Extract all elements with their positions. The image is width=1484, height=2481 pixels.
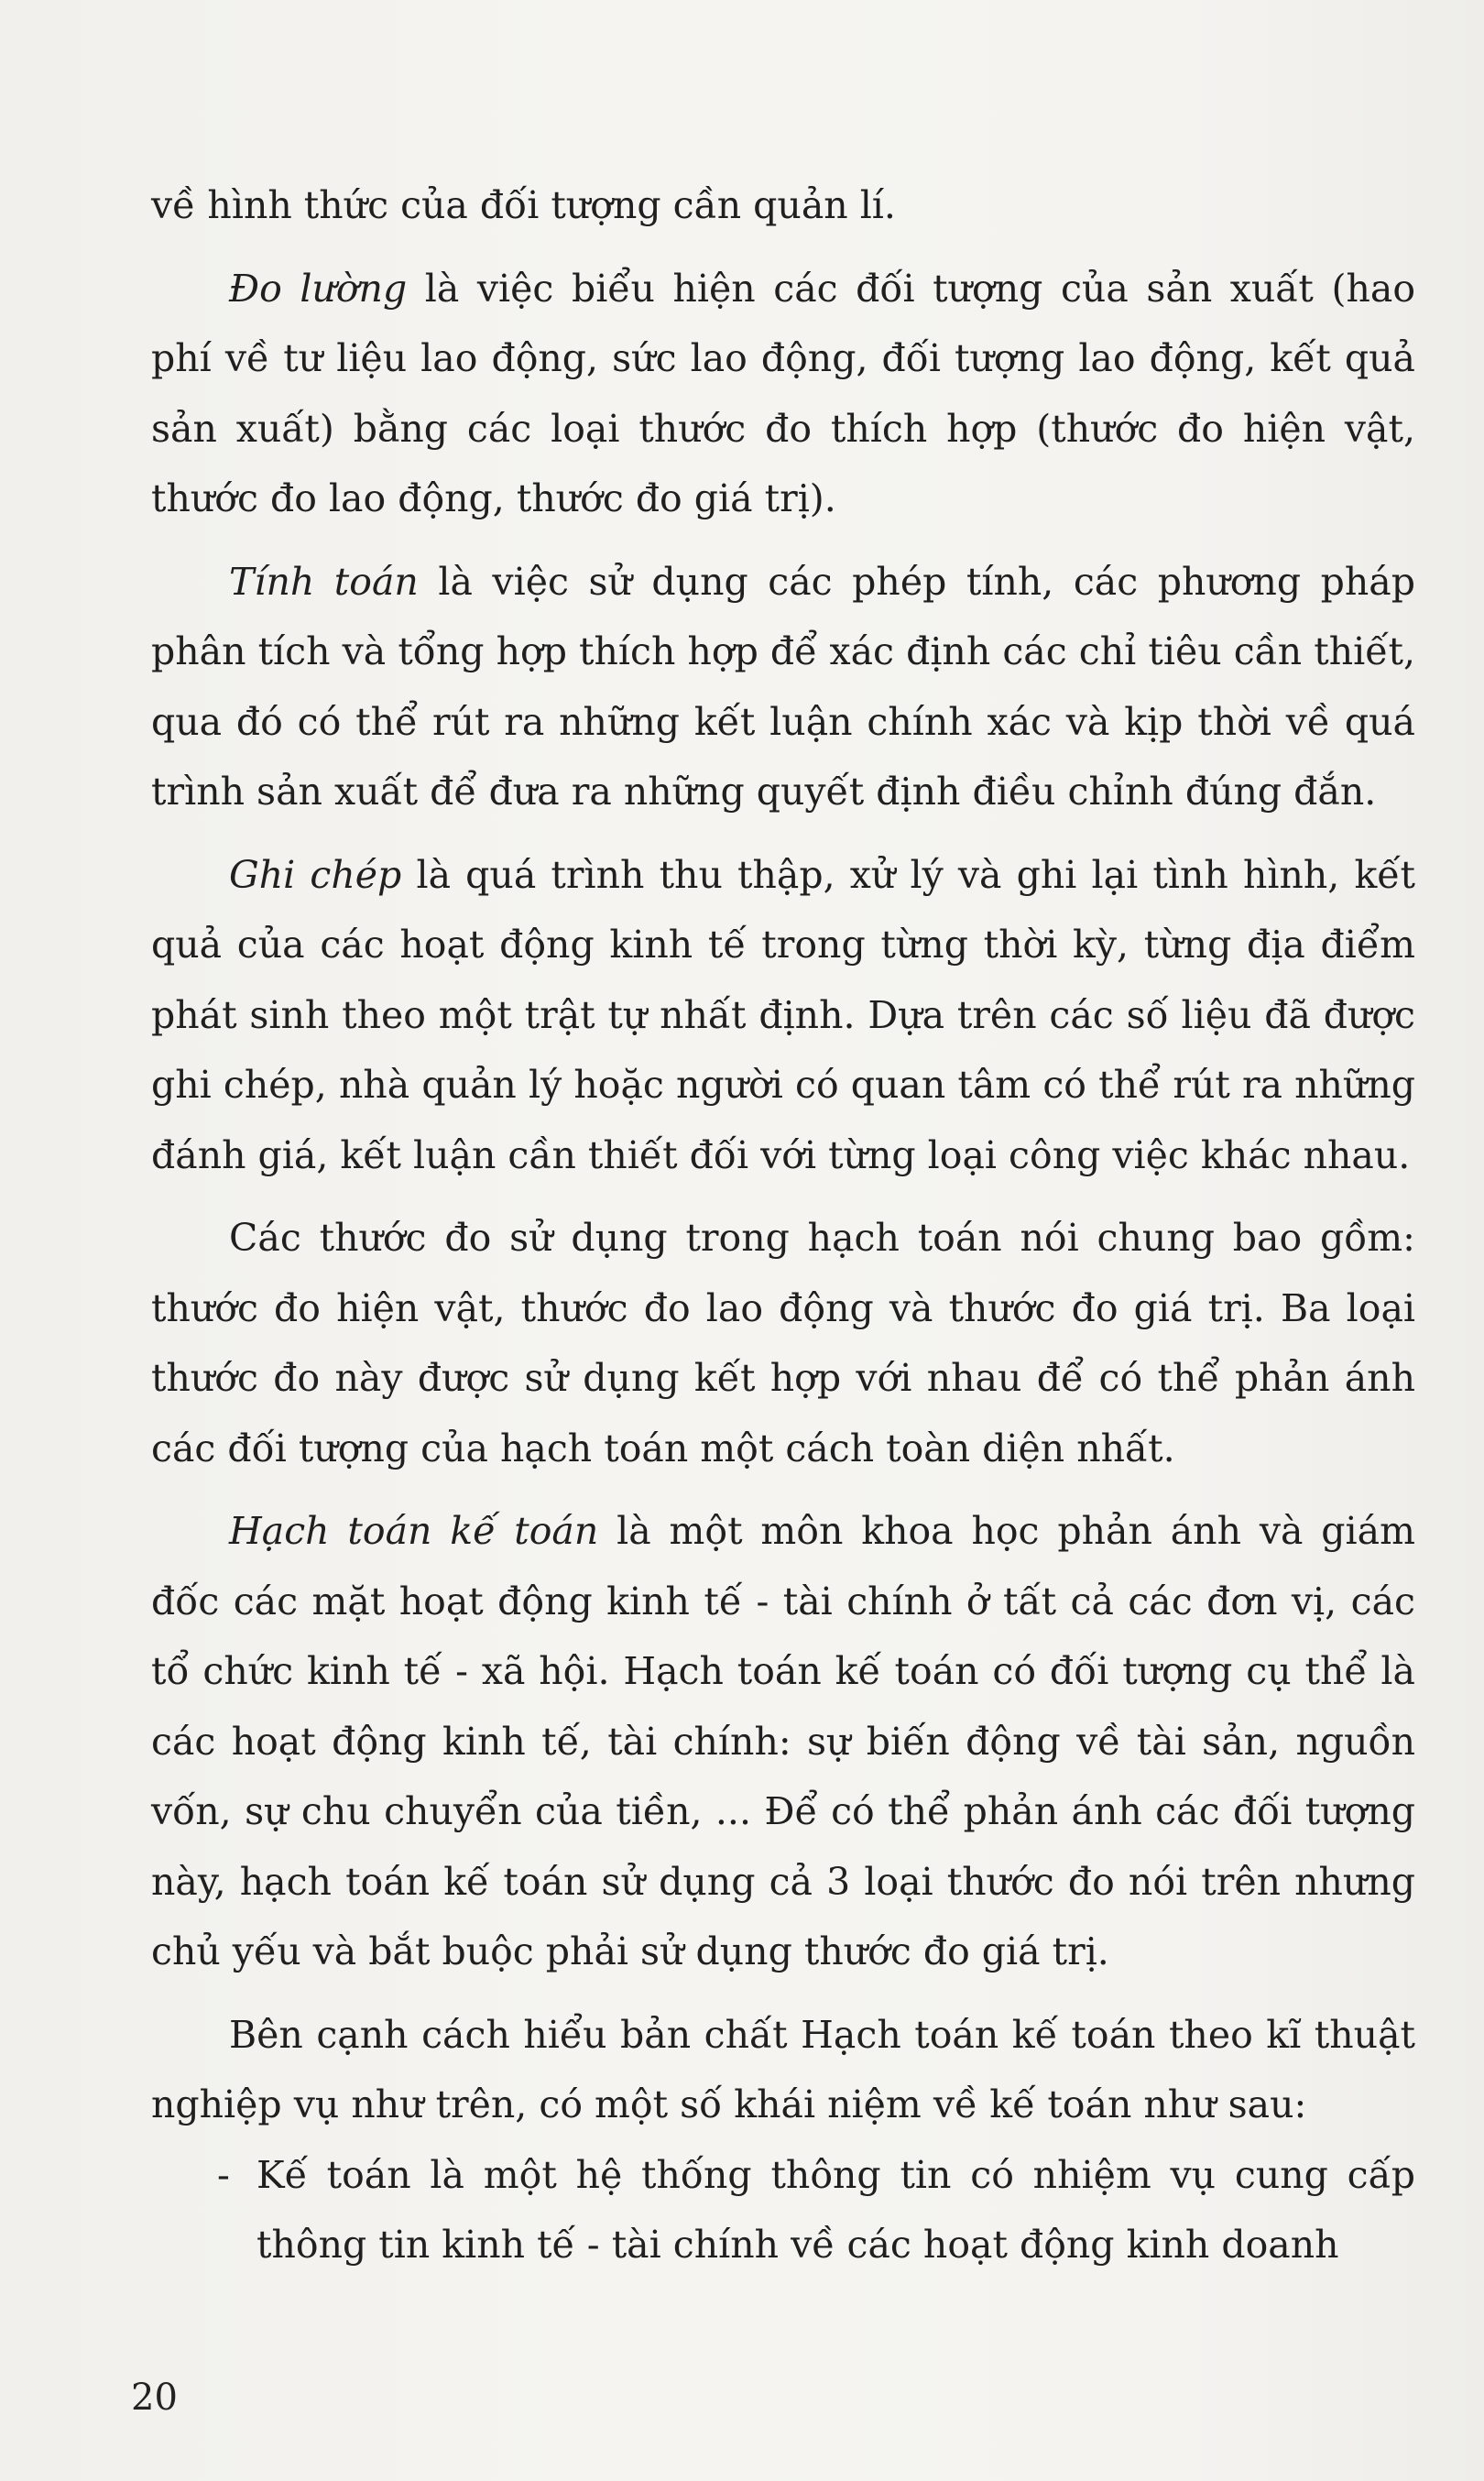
page-number: 20 [131, 2377, 178, 2419]
list-item-text: Kế toán là một hệ thống thông tin có nhiệm vụ cung cấp thông tin kinh tế - tài chính về các hoạt động kinh doanh [256, 2152, 1415, 2267]
body-text [151, 170, 1415, 2280]
list-item [151, 2140, 1415, 2280]
paragraph [151, 2000, 1415, 2140]
paragraph-term: Tính toán [229, 559, 419, 604]
paragraph [151, 1203, 1415, 1483]
paragraph-term: Đo lường [229, 266, 408, 311]
paragraph-text: Bên cạnh cách hiểu bản chất Hạch toán kế toán theo kĩ thuật nghiệp vụ như trên, có một số khái niệm về kế toán như sau: [151, 2012, 1415, 2126]
paragraph [151, 254, 1415, 534]
paragraph [151, 170, 1415, 241]
paragraph-text: là việc biểu hiện các đối tượng của sản xuất (hao phí về tư liệu lao động, sức lao động, đối tượng lao động, kết quả sản xuất) bằng các loại thước đo thích hợp (thước đo hiện vật, thước đo lao động, thước đo giá trị). [151, 266, 1416, 520]
paragraph-text: là việc sử dụng các phép tính, các phương pháp phân tích và tổng hợp thích hợp để xác định các chỉ tiêu cần thiết, qua đó có thể rút ra những kết luận chính xác và kịp thời về quá trình sản xuất để đưa ra những quyết định điều chỉnh đúng đắn. [151, 559, 1415, 814]
paragraph [151, 547, 1415, 827]
paragraph-text: Các thước đo sử dụng trong hạch toán nói chung bao gồm: thước đo hiện vật, thước đo lao động và thước đo giá trị. Ba loại thước đo này được sử dụng kết hợp với nhau để có thể phản ánh các đối tượng của hạch toán một cách toàn diện nhất. [151, 1216, 1415, 1470]
paragraph-term: Hạch toán kế toán [229, 1509, 599, 1553]
paragraph-text: là quá trình thu thập, xử lý và ghi lại tình hình, kết quả của các hoạt động kinh tế trong từng thời kỳ, từng địa điểm phát sinh theo một trật tự nhất định. Dựa trên các số liệu đã được ghi chép, nhà quản lý hoặc người có quan tâm có thể rút ra những đánh giá, kết luận cần thiết đối với từng loại công việc khác nhau. [151, 852, 1415, 1177]
paragraph [151, 840, 1415, 1191]
paragraph-text: về hình thức của đối tượng cần quản lí. [151, 183, 896, 227]
paragraph [151, 1496, 1415, 1987]
paragraph-text: là một môn khoa học phản ánh và giám đốc các mặt hoạt động kinh tế - tài chính ở tất cả các đơn vị, các tổ chức kinh tế - xã hội. Hạch toán kế toán có đối tượng cụ thể là các hoạt động kinh tế, tài chính: sự biến động về tài sản, nguồn vốn, sự chu chuyển của tiền, ... Để có thể phản ánh các đối tượng này, hạch toán kế toán sử dụng cả 3 loại thước đo nói trên nhưng chủ yếu và bắt buộc phải sử dụng thước đo giá trị. [151, 1509, 1415, 1973]
paragraph-term: Ghi chép [229, 852, 402, 897]
list-dash: - [217, 2152, 230, 2197]
